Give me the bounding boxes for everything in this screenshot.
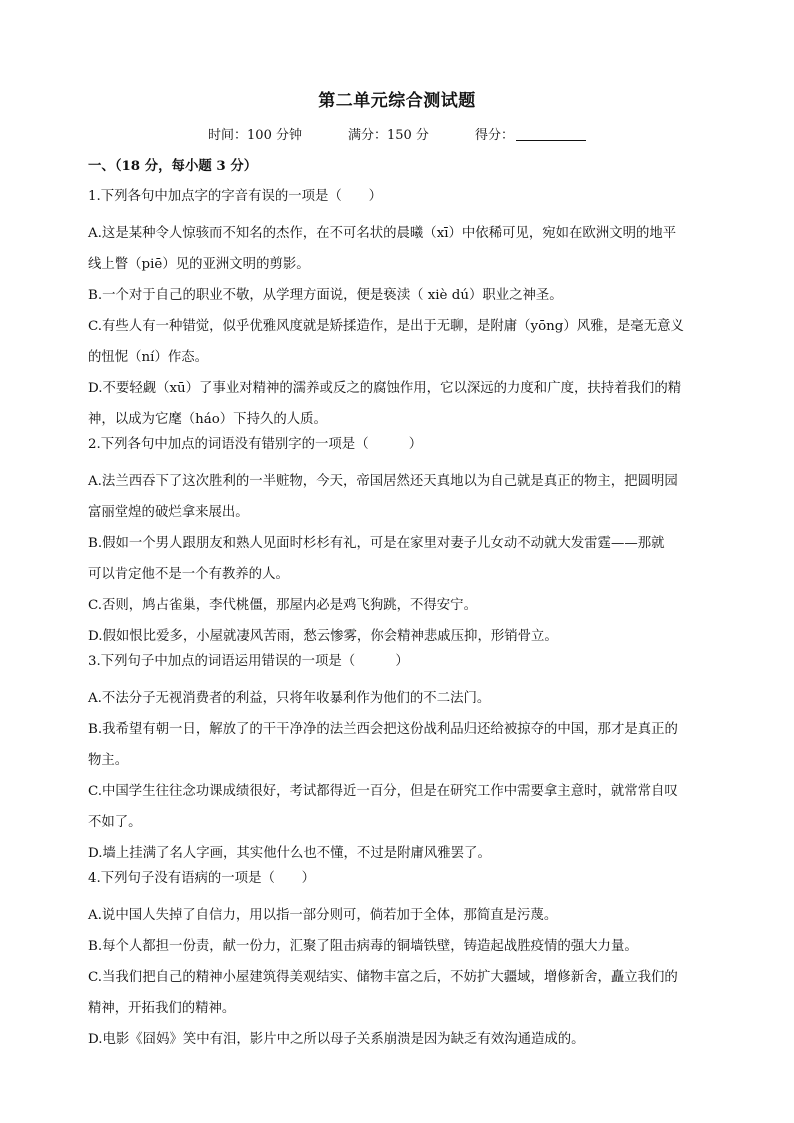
option-line: D.墙上挂满了名人字画，其实他什么也不懂，不过是附庸风雅罢了。: [88, 846, 491, 861]
option-line: A.这是某种令人惊骇而不知名的杰作，在不可名状的晨曦（xī）中依稀可见，宛如在欧洲文明的地平: [88, 226, 677, 241]
question-stem: 3.下列句子中加点的词语运用错误的一项是（ ）: [88, 654, 409, 669]
option-line: B.假如一个男人跟朋友和熟人见面时杉杉有礼，可是在家里对妻子儿女动不动就大发雷霆——那就: [88, 536, 665, 551]
score-blank[interactable]: [516, 126, 586, 141]
question-stem: 2.下列各句中加点的词语没有错别字的一项是（ ）: [88, 437, 423, 452]
question-stem: 1.下列各句中加点字的字音有误的一项是（ ）: [88, 189, 382, 204]
option-line: A.法兰西吞下了这次胜利的一半赃物，今天，帝国居然还天真地以为自己就是真正的物主，把圆明园: [88, 474, 678, 489]
option-line: D.不要轻觑（xū）了事业对精神的濡养或反之的腐蚀作用，它以深远的力度和广度，扶持着我们的精: [88, 381, 682, 396]
time-limit: 时间：100 分钟: [208, 128, 302, 143]
page-title: 第二单元综合测试题: [318, 91, 476, 111]
option-line: D.电影《囧妈》笑中有泪，影片中之所以母子关系崩溃是因为缺乏有效沟通造成的。: [88, 1032, 585, 1047]
option-line: 富丽堂煌的破烂拿来展出。: [88, 505, 249, 520]
option-line: 物主。: [88, 753, 129, 768]
option-line: C.否则，鸠占雀巢，李代桃僵，那屋内必是鸡飞狗跳，不得安宁。: [88, 598, 477, 613]
question-stem: 4.下列句子没有语病的一项是（ ）: [88, 871, 316, 886]
option-line: B.我希望有朝一日，解放了的干干净净的法兰西会把这份战利品归还给被掠夺的中国，那才是真正的: [88, 722, 678, 737]
option-line: A.不法分子无视消费者的利益，只将年收暴利作为他们的不二法门。: [88, 691, 491, 706]
exam-content: [88, 156, 706, 1055]
exam-meta: [0, 124, 794, 143]
option-line: 神，以成为它麾（háo）下持久的人质。: [88, 412, 327, 427]
option-line: 精神，开拓我们的精神。: [88, 1001, 236, 1016]
option-line: 不如了。: [88, 815, 142, 830]
option-line: 的忸怩（ní）作态。: [88, 350, 209, 365]
option-line: B.一个对于自己的职业不敬，从学理方面说，便是亵渎（ xiè dú）职业之神圣。: [88, 288, 563, 303]
section-title: 一、（18 分，每小题 3 分）: [88, 158, 258, 174]
option-line: C.当我们把自己的精神小屋建筑得美观结实、储物丰富之后，不妨扩大疆域，增修新舍，矗立我们的: [88, 970, 678, 985]
option-line: 线上瞥（piē）见的亚洲文明的剪影。: [88, 257, 310, 272]
option-line: 可以肯定他不是一个有教养的人。: [88, 567, 289, 582]
option-line: D.假如恨比爱多，小屋就凄风苦雨，愁云惨雾，你会精神悲戚压抑，形销骨立。: [88, 629, 558, 644]
option-line: B.每个人都担一份责，献一份力，汇聚了阻击病毒的铜墙铁壁，铸造起战胜疫情的强大力量。: [88, 939, 638, 954]
option-line: C.有些人有一种错觉，似乎优雅风度就是矫揉造作，是出于无聊，是附庸（yōng）风雅，是毫无意义: [88, 319, 684, 334]
option-line: A.说中国人失掉了自信力，用以指一部分则可，倘若加于全体，那简直是污蔑。: [88, 908, 558, 923]
full-score: 满分：150 分: [347, 128, 429, 143]
option-line: C.中国学生往往念功课成绩很好，考试都得近一百分，但是在研究工作中需要拿主意时，就常常自叹: [88, 784, 678, 799]
score-label: 得分：: [474, 128, 514, 143]
